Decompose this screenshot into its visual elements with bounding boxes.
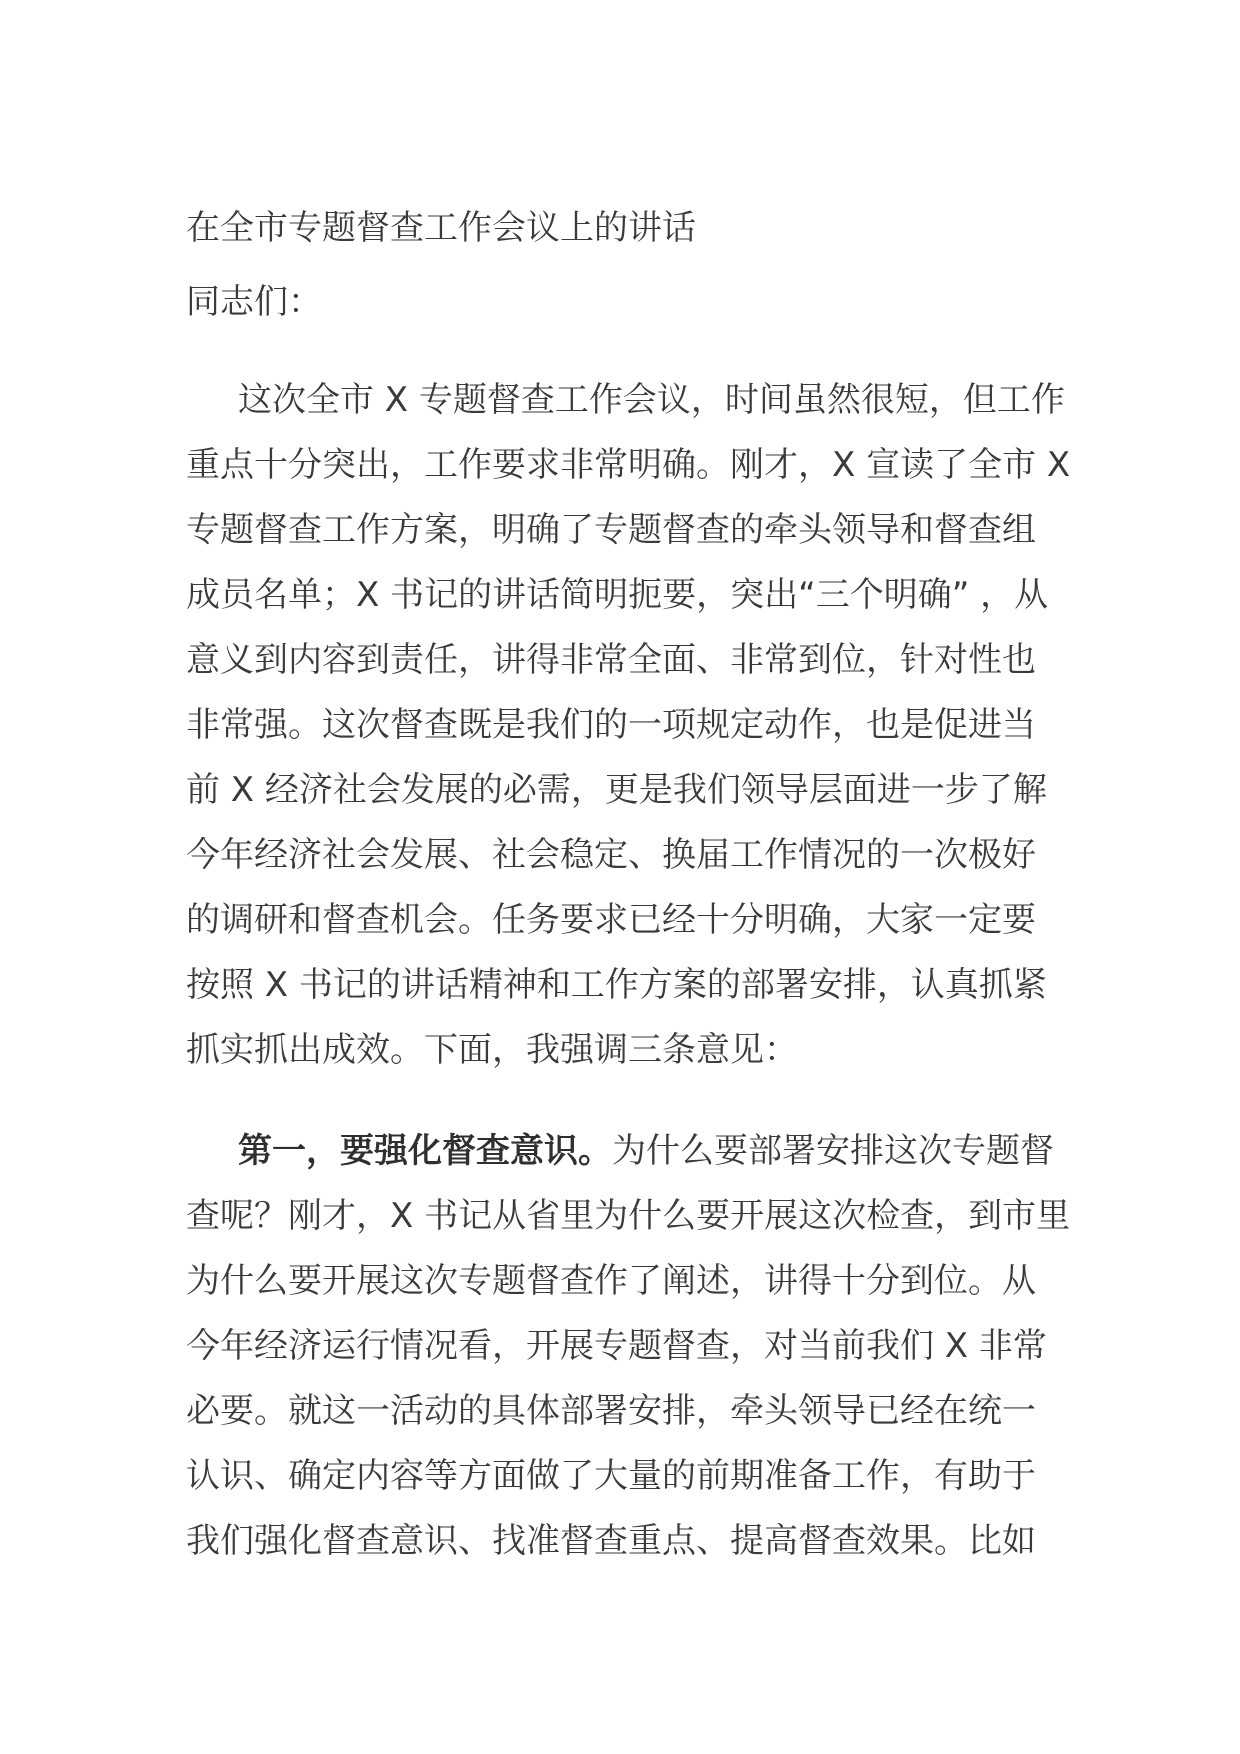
paragraph-line-text: 为什么要部署安排这次专题督 (612, 1131, 1054, 1171)
paragraph-line: 为什么要开展这次专题督查作了阐述，讲得十分到位。从 (186, 1261, 1036, 1301)
paragraph-line: 专题督查工作方案，明确了专题督查的牵头领导和督查组 (186, 510, 1036, 550)
paragraph-line: 认识、确定内容等方面做了大量的前期准备工作，有助于 (186, 1456, 1036, 1496)
paragraph-opening (186, 368, 1071, 1083)
section-heading: 第一，要强化督查意识。 (238, 1131, 612, 1171)
paragraph-line: 抓实抓出成效。下面，我强调三条意见： (186, 1030, 798, 1070)
paragraph-line: 必要。就这一活动的具体部署安排，牵头领导已经在统一 (186, 1391, 1036, 1431)
salutation: 同志们： (186, 282, 322, 322)
paragraph-first-line (186, 1119, 1054, 1184)
paragraph-line: 前 X 经济社会发展的必需，更是我们领导层面进一步了解 (186, 770, 1047, 810)
paragraph-line: 这次全市 X 专题督查工作会议，时间虽然很短，但工作 (238, 380, 1065, 420)
paragraph-line: 今年经济社会发展、社会稳定、换届工作情况的一次极好 (186, 835, 1036, 875)
paragraph-line: 成员名单；X 书记的讲话简明扼要，突出“三个明确” ，从 (186, 575, 1049, 615)
paragraph-line: 的调研和督查机会。任务要求已经十分明确，大家一定要 (186, 900, 1036, 940)
paragraph-line: 今年经济运行情况看，开展专题督查，对当前我们 X 非常 (186, 1326, 1047, 1366)
paragraph-point-one (186, 1119, 1071, 1574)
paragraph-line: 非常强。这次督查既是我们的一项规定动作，也是促进当 (186, 705, 1036, 745)
paragraph-line: 按照 X 书记的讲话精神和工作方案的部署安排，认真抓紧 (186, 965, 1047, 1005)
document-body (186, 196, 1071, 1574)
paragraph-line: 查呢？刚才，X 书记从省里为什么要开展这次检查，到市里 (186, 1196, 1071, 1236)
paragraph-line: 我们强化督查意识、找准督查重点、提高督查效果。比如 (186, 1521, 1036, 1561)
paragraph-line: 意义到内容到责任，讲得非常全面、非常到位，针对性也 (186, 640, 1036, 680)
document-title: 在全市专题督查工作会议上的讲话 (186, 208, 696, 248)
paragraph-line: 重点十分突出，工作要求非常明确。刚才，X 宣读了全市 X (186, 445, 1071, 485)
